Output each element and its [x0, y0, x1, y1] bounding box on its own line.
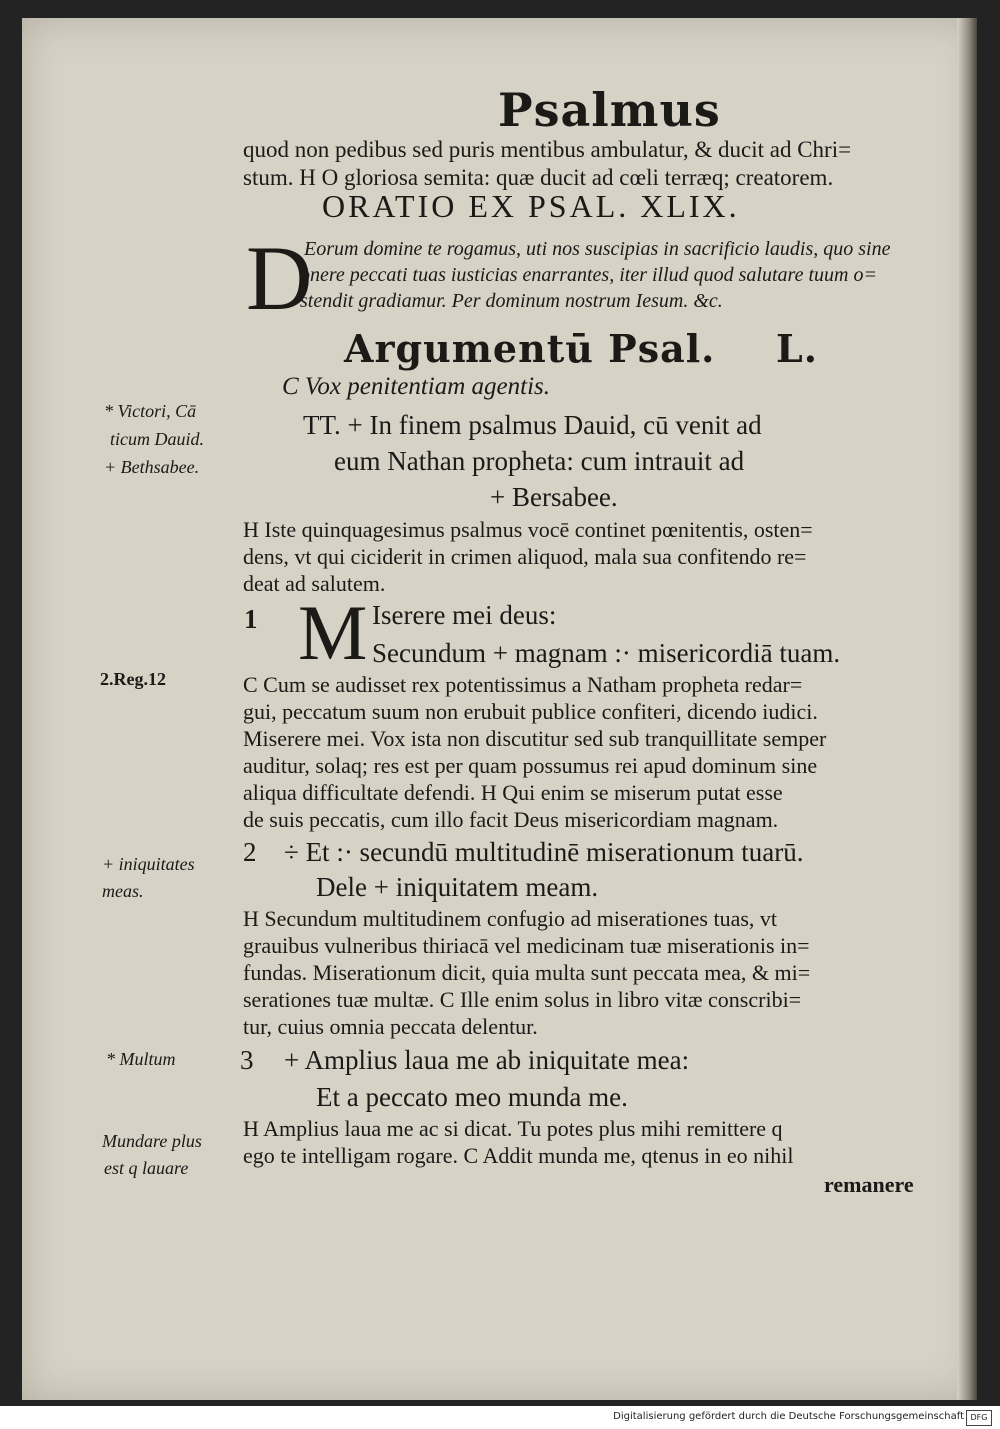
- verse-line: ÷ Et :· secundū multitudinē miserationum tuarū.: [284, 837, 804, 867]
- commentary-line: Miserere mei. Vox ista non discutitur sed sub tranquillitate semper: [243, 726, 827, 751]
- margin-note: est q lauare: [104, 1158, 189, 1178]
- running-title: Psalmus: [498, 83, 721, 137]
- dfg-logo-icon: DFG: [966, 1410, 992, 1426]
- margin-note: Mundare plus: [102, 1131, 202, 1151]
- margin-note: 2.Reg.12: [100, 669, 166, 689]
- margin-note: ticum Dauid.: [110, 429, 204, 449]
- psalm-numeral: L.: [776, 326, 818, 371]
- margin-note: + Bethsabee.: [104, 457, 200, 477]
- commentary-line: dens, vt qui ciciderit in crimen aliquod, mala sua confitendo re=: [243, 544, 807, 569]
- oratio-line: stendit gradiamur. Per dominum nostrum Iesum. &c.: [300, 290, 723, 312]
- commentary-line: H Secundum multitudinem confugio ad miserationes tuas, vt: [243, 906, 778, 931]
- margin-note: meas.: [102, 881, 144, 901]
- footer-bar: [0, 1406, 1000, 1429]
- margin-note: * Victori, Cā: [104, 401, 197, 421]
- commentary-line: C Cum se audisset rex potentissimus a Natham propheta redar=: [243, 672, 803, 697]
- verse-number: 2: [243, 837, 257, 867]
- oratio-line: onere peccati tuas iusticias enarrantes, iter illud quod salutare tuum o=: [300, 264, 877, 286]
- verse-line: Iserere mei deus:: [372, 600, 557, 630]
- verse-dropcap: M: [298, 589, 368, 676]
- oratio-title: ORATIO EX PSAL. XLIX.: [322, 188, 740, 224]
- text-line: quod non pedibus sed puris mentibus ambulatur, & ducit ad Chri=: [243, 137, 852, 162]
- commentary-line: grauibus vulneribus thiriacā vel medicinam tuæ miserationis in=: [243, 933, 810, 958]
- commentary-line: serationes tuæ multæ. C Ille enim solus in libro vitæ conscribi=: [243, 987, 802, 1012]
- verse-line: + Amplius laua me ab iniquitate mea:: [284, 1045, 690, 1075]
- commentary-line: aliqua difficultate defendi. H Qui enim se miserum putat esse: [243, 780, 783, 805]
- catchword: remanere: [824, 1172, 914, 1197]
- psalm-title-line: eum Nathan propheta: cum intrauit ad: [334, 446, 745, 476]
- commentary-line: ego te intelligam rogare. C Addit munda me, qtenus in eo nihil: [243, 1143, 794, 1168]
- verse-number: 3: [240, 1045, 254, 1075]
- commentary-line: tur, cuius omnia peccata delentur.: [243, 1014, 538, 1039]
- commentary-line: de suis peccatis, cum illo facit Deus misericordiam magnam.: [243, 807, 779, 832]
- text-line: stum. H O gloriosa semita: quæ ducit ad cœli terræq; creatorem.: [243, 165, 834, 190]
- argumentum-title: Argumentū Psal.: [344, 326, 716, 371]
- commentary-line: deat ad salutem.: [243, 571, 386, 596]
- margin-note: + iniquitates: [102, 854, 195, 874]
- commentary-line: H Iste quinquagesimus psalmus vocē continet pœnitentis, osten=: [243, 517, 813, 542]
- psalm-title-line: TT. + In finem psalmus Dauid, cū venit ad: [303, 410, 762, 440]
- commentary-line: auditur, solaq; res est per quam possumus rei apud dominum sine: [243, 753, 818, 778]
- verse-line: Et a peccato meo munda me.: [316, 1082, 628, 1112]
- oratio-line: Eorum domine te rogamus, uti nos suscipias in sacrificio laudis, quo sine: [304, 238, 891, 260]
- margin-note: * Multum: [106, 1049, 176, 1069]
- footer-credit: Digitalisierung gefördert durch die Deutsche Forschungsgemeinschaft: [613, 1411, 964, 1422]
- oratio-dropcap: D: [246, 227, 313, 329]
- verse-number: 1: [244, 604, 258, 634]
- commentary-line: gui, peccatum suum non erubuit publice confiteri, dicendo iudici.: [243, 699, 818, 724]
- vox-line: C Vox penitentiam agentis.: [282, 373, 551, 400]
- verse-line: Dele + iniquitatem meam.: [316, 872, 599, 902]
- page-spine-shadow: [957, 18, 977, 1400]
- commentary-line: fundas. Miserationum dicit, quia multa sunt peccata mea, & mi=: [243, 960, 811, 985]
- commentary-line: H Amplius laua me ac si dicat. Tu potes plus mihi remittere q: [243, 1116, 783, 1141]
- psalm-title-line: + Bersabee.: [490, 482, 618, 512]
- verse-line: Secundum + magnam :· misericordiā tuam.: [372, 638, 841, 668]
